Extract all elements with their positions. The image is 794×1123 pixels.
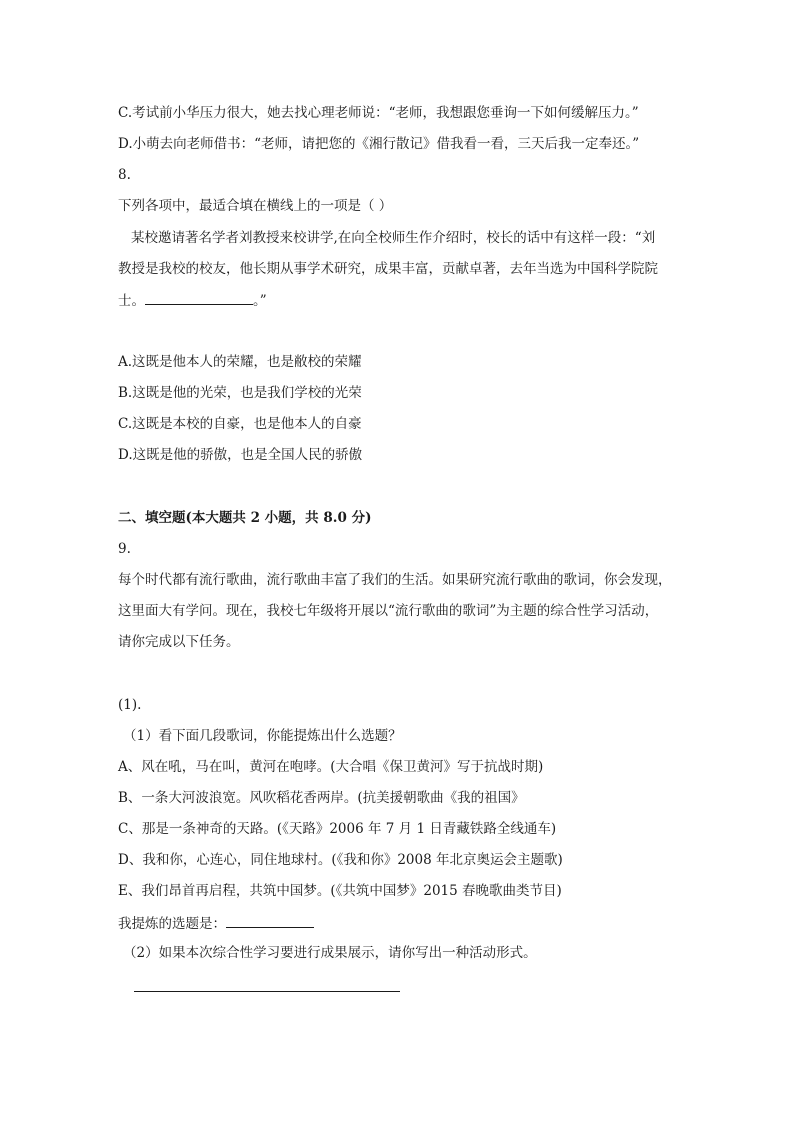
topic-answer-blank[interactable] — [226, 913, 314, 928]
q8-option-a: A.这既是他本人的荣耀，也是敝校的荣耀 — [118, 354, 362, 370]
q8-option-c: C.这既是本校的自豪，也是他本人的自豪 — [118, 416, 362, 432]
q8-option-b: B.这既是他的光荣，也是我们学校的光荣 — [118, 385, 362, 401]
lyric-d: D、我和你，心连心，同住地球村。(《我和你》2008 年北京奥运会主题歌) — [118, 852, 563, 868]
sub-question-1-number: (1). — [118, 697, 142, 713]
q7-option-c: C.考试前小华压力很大，她去找心理老师说：“老师，我想跟您垂询一下如何缓解压力。” — [118, 105, 639, 121]
sub-question-2-text: （2）如果本次综合性学习要进行成果展示，请你写出一种活动形式。 — [123, 945, 537, 961]
q8-passage-line-3 — [118, 290, 267, 310]
q8-number: 8. — [118, 167, 131, 183]
q9-number: 9. — [118, 541, 131, 557]
q9-passage-line-1: 每个时代都有流行歌曲，流行歌曲丰富了我们的生活。如果研究流行歌曲的歌词，你会发现， — [118, 572, 672, 588]
q8-answer-blank[interactable] — [145, 290, 253, 305]
q8-passage-prefix: 士。 — [118, 293, 145, 309]
q9-passage-line-3: 请你完成以下任务。 — [118, 634, 240, 650]
q8-option-d: D.这既是他的骄傲，也是全国人民的骄傲 — [118, 447, 363, 463]
topic-label: 我提炼的选题是： — [118, 916, 226, 932]
lyric-c: C、那是一条神奇的天路。(《天路》2006 年 7 月 1 日青藏铁路全线通车) — [118, 821, 557, 837]
topic-answer-line — [118, 913, 314, 933]
q8-passage-line-2: 教授是我校的校友，他长期从事学术研究，成果丰富，贡献卓著，去年当选为中国科学院院 — [118, 261, 658, 277]
q8-passage-line-1: 某校邀请著名学者刘教授来校讲学,在向全校师生作介绍时，校长的话中有这样一段：“刘 — [131, 230, 656, 246]
section-2-heading: 二、填空题(本大题共 2 小题，共 8.0 分) — [118, 510, 372, 526]
lyric-a: A、风在吼，马在叫，黄河在咆哮。(大合唱《保卫黄河》写于抗战时期) — [118, 759, 544, 775]
q8-passage-suffix: 。” — [253, 293, 267, 309]
lyric-e: E、我们昂首再启程，共筑中国梦。(《共筑中国梦》2015 春晚歌曲类节目) — [118, 883, 562, 899]
lyric-b: B、一条大河波浪宽。风吹稻花香两岸。(抗美援朝歌曲《我的祖国》 — [118, 790, 525, 806]
q9-passage-line-2: 这里面大有学问。现在，我校七年级将开展以“流行歌曲的歌词”为主题的综合性学习活动， — [118, 603, 659, 619]
sub-question-2-answer-line[interactable] — [134, 991, 400, 992]
q8-stem: 下列各项中，最适合填在横线上的一项是（ ） — [118, 198, 393, 214]
q7-option-d: D.小萌去向老师借书：“老师，请把您的《湘行散记》借我看一看，三天后我一定奉还。” — [118, 136, 640, 152]
sub-question-1-text: （1）看下面几段歌词，你能提炼出什么选题？ — [123, 728, 402, 744]
